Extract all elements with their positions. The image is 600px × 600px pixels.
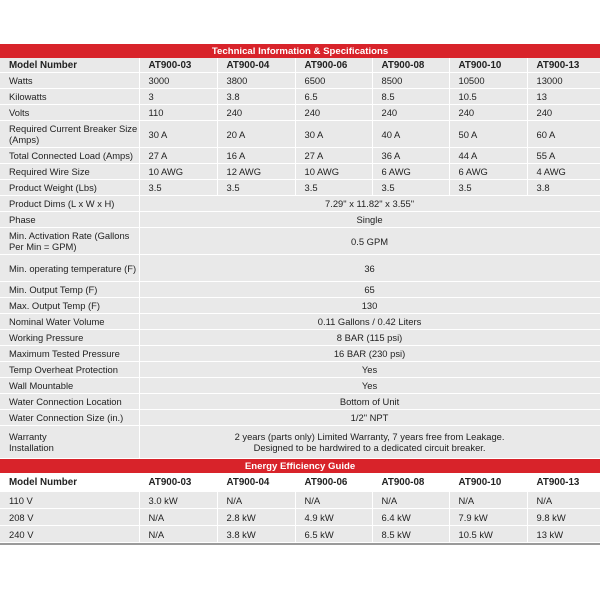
header-model: AT900-10 (449, 58, 527, 73)
cell: 8.5 kW (372, 526, 449, 543)
table-row (0, 492, 600, 509)
cell: 3.0 kW (139, 492, 217, 509)
cell: 27 A (139, 148, 217, 164)
shared-value: Single (139, 212, 600, 228)
row-label: Kilowatts (0, 89, 139, 105)
shared-value: Bottom of Unit (139, 394, 600, 410)
energy-header-row (0, 473, 600, 492)
header-model: AT900-03 (139, 473, 217, 492)
header-model: AT900-08 (372, 58, 449, 73)
bottom-divider (0, 543, 600, 545)
row-label: Phase (0, 212, 139, 228)
row-label: Maximum Tested Pressure (0, 346, 139, 362)
header-model: AT900-04 (217, 58, 295, 73)
table-row (0, 330, 600, 346)
cell: 10 AWG (139, 164, 217, 180)
cell: 8500 (372, 73, 449, 89)
cell: 60 A (527, 121, 600, 148)
cell: 3.5 (139, 180, 217, 196)
table-row (0, 89, 600, 105)
cell: 36 A (372, 148, 449, 164)
cell: 9.8 kW (527, 509, 600, 526)
shared-value: 0.11 Gallons / 0.42 Liters (139, 314, 600, 330)
row-label: Product Dims (L x W x H) (0, 196, 139, 212)
shared-value: 130 (139, 298, 600, 314)
cell: 3.5 (372, 180, 449, 196)
table-row (0, 509, 600, 526)
cell: 3 (139, 89, 217, 105)
cell: 240 (372, 105, 449, 121)
header-model: AT900-03 (139, 58, 217, 73)
row-label: Nominal Water Volume (0, 314, 139, 330)
warranty-text: 2 years (parts only) Limited Warranty, 7 years free from Leakage. (234, 431, 505, 442)
shared-value: 16 BAR (230 psi) (139, 346, 600, 362)
cell: 8.5 (372, 89, 449, 105)
shared-value: Yes (139, 378, 600, 394)
cell: N/A (372, 492, 449, 509)
header-label: Model Number (0, 473, 139, 492)
cell: 30 A (295, 121, 372, 148)
table-row (0, 282, 600, 298)
table-row (0, 73, 600, 89)
cell: 3.8 (217, 89, 295, 105)
cell: 6 AWG (372, 164, 449, 180)
cell: 6.5 (295, 89, 372, 105)
row-label: Required Wire Size (0, 164, 139, 180)
shared-value: 36 (139, 255, 600, 282)
table-row (0, 228, 600, 255)
cell: N/A (295, 492, 372, 509)
table-row (0, 121, 600, 148)
cell: 240 (295, 105, 372, 121)
shared-value: 65 (139, 282, 600, 298)
row-label: 240 V (0, 526, 139, 543)
shared-value: 0.5 GPM (139, 228, 600, 255)
cell: 13000 (527, 73, 600, 89)
cell: 10.5 (449, 89, 527, 105)
table-row (0, 298, 600, 314)
spec-sheet (0, 44, 600, 545)
cell: 10.5 kW (449, 526, 527, 543)
cell: 16 A (217, 148, 295, 164)
row-label: Wall Mountable (0, 378, 139, 394)
shared-value: 1/2" NPT (139, 410, 600, 426)
cell: 50 A (449, 121, 527, 148)
table-row (0, 362, 600, 378)
header-model: AT900-06 (295, 58, 372, 73)
table-row (0, 196, 600, 212)
cell: 6 AWG (449, 164, 527, 180)
cell: 240 (217, 105, 295, 121)
table-row (0, 180, 600, 196)
row-label: Temp Overheat Protection (0, 362, 139, 378)
cell: 13 kW (527, 526, 600, 543)
table-row (0, 394, 600, 410)
warranty-label-line1: Warranty (9, 431, 47, 442)
cell: 44 A (449, 148, 527, 164)
cell: 2.8 kW (217, 509, 295, 526)
header-model: AT900-08 (372, 473, 449, 492)
row-label: Watts (0, 73, 139, 89)
cell: 240 (527, 105, 600, 121)
shared-value: 8 BAR (115 psi) (139, 330, 600, 346)
header-model: AT900-13 (527, 473, 600, 492)
row-label: Min. Output Temp (F) (0, 282, 139, 298)
cell: 3.5 (217, 180, 295, 196)
cell: 12 AWG (217, 164, 295, 180)
cell: 3000 (139, 73, 217, 89)
row-label: Working Pressure (0, 330, 139, 346)
cell: N/A (449, 492, 527, 509)
warranty-value (139, 426, 600, 459)
cell: N/A (527, 492, 600, 509)
table-row (0, 526, 600, 543)
row-label: Water Connection Location (0, 394, 139, 410)
row-label: Total Connected Load (Amps) (0, 148, 139, 164)
energy-title: Energy Efficiency Guide (0, 459, 600, 474)
table-row (0, 410, 600, 426)
row-label: Required Current Breaker Size (Amps) (0, 121, 139, 148)
cell: 240 (449, 105, 527, 121)
table-row (0, 148, 600, 164)
row-label: 110 V (0, 492, 139, 509)
cell: 3.5 (295, 180, 372, 196)
cell: 30 A (139, 121, 217, 148)
cell: 10 AWG (295, 164, 372, 180)
cell: 3800 (217, 73, 295, 89)
cell: 3.8 kW (217, 526, 295, 543)
row-label: Volts (0, 105, 139, 121)
header-model: AT900-13 (527, 58, 600, 73)
table-row (0, 105, 600, 121)
cell: 10500 (449, 73, 527, 89)
specifications-table (0, 44, 600, 543)
cell: 13 (527, 89, 600, 105)
cell: 3.8 (527, 180, 600, 196)
table-row (0, 346, 600, 362)
table-row (0, 212, 600, 228)
row-label: Product Weight (Lbs) (0, 180, 139, 196)
cell: 7.9 kW (449, 509, 527, 526)
table-row (0, 378, 600, 394)
header-model: AT900-10 (449, 473, 527, 492)
cell: 27 A (295, 148, 372, 164)
header-label: Model Number (0, 58, 139, 73)
cell: 20 A (217, 121, 295, 148)
table-row (0, 314, 600, 330)
cell: N/A (139, 526, 217, 543)
cell: N/A (217, 492, 295, 509)
row-label: Water Connection Size (in.) (0, 410, 139, 426)
row-label: Max. Output Temp (F) (0, 298, 139, 314)
cell: 55 A (527, 148, 600, 164)
row-label: Min. operating temperature (F) (0, 255, 139, 282)
installation-text: Designed to be hardwired to a dedicated circuit breaker. (253, 442, 486, 453)
cell: 6.5 kW (295, 526, 372, 543)
table-row (0, 164, 600, 180)
specs-header-row (0, 58, 600, 73)
shared-value: Yes (139, 362, 600, 378)
cell: 4.9 kW (295, 509, 372, 526)
row-label: Min. Activation Rate (Gallons Per Min = GPM) (0, 228, 139, 255)
warranty-label-line2: Installation (9, 442, 54, 453)
header-model: AT900-06 (295, 473, 372, 492)
warranty-row (0, 426, 600, 459)
cell: 3.5 (449, 180, 527, 196)
cell: 110 (139, 105, 217, 121)
header-model: AT900-04 (217, 473, 295, 492)
specs-title: Technical Information & Specifications (0, 44, 600, 58)
cell: 6.4 kW (372, 509, 449, 526)
cell: N/A (139, 509, 217, 526)
table-row (0, 255, 600, 282)
cell: 6500 (295, 73, 372, 89)
warranty-label (0, 426, 139, 459)
cell: 4 AWG (527, 164, 600, 180)
row-label: 208 V (0, 509, 139, 526)
cell: 40 A (372, 121, 449, 148)
shared-value: 7.29" x 11.82" x 3.55" (139, 196, 600, 212)
